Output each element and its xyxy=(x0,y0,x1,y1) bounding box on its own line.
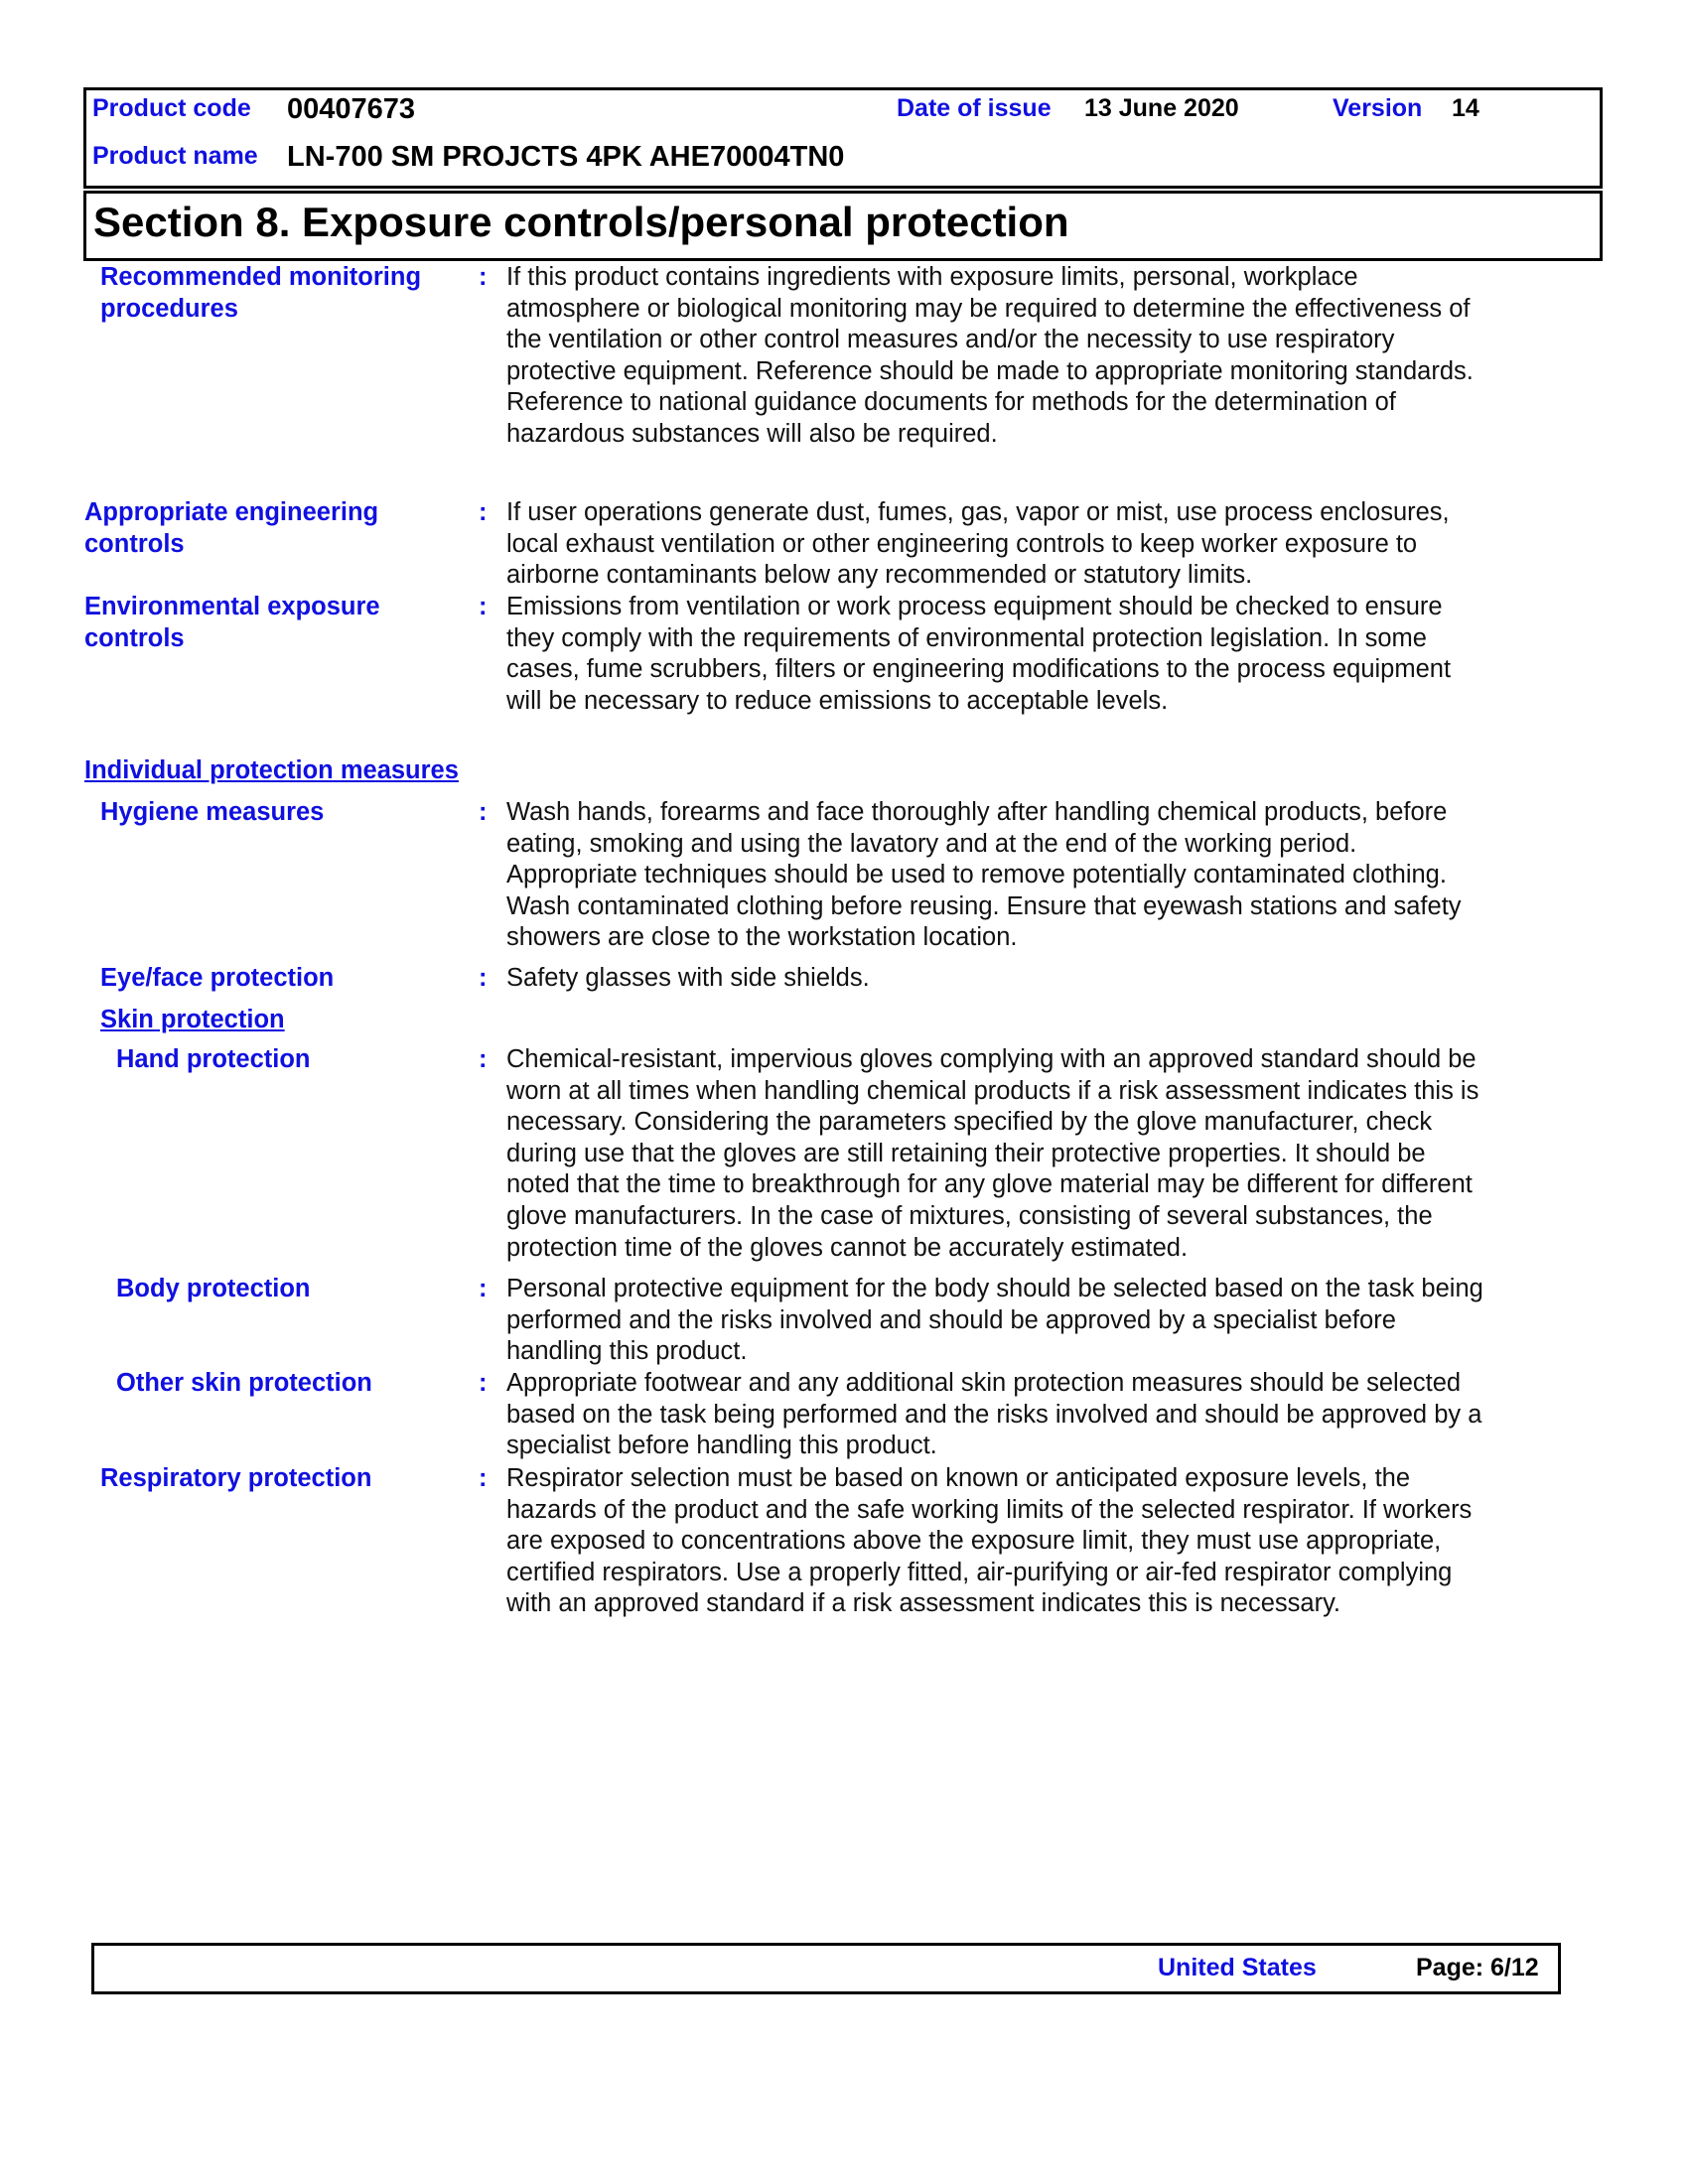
colon-separator: : xyxy=(479,798,488,826)
label-line: Skin protection xyxy=(100,1006,285,1033)
engineering-controls-value xyxy=(506,497,1450,592)
other-skin-protection-label xyxy=(116,1368,372,1400)
hand-protection-value xyxy=(506,1044,1478,1264)
value-line: are exposed to concentrations above the exposure limit, they must use appropriate, xyxy=(506,1527,1442,1556)
eye-face-protection-label xyxy=(100,963,334,995)
recommended-monitoring-value xyxy=(506,262,1474,451)
product-name-value: LN-700 SM PROJCTS 4PK AHE70004TN0 xyxy=(287,141,845,173)
value-line: necessary. Considering the parameters specified by the glove manufacturer, check xyxy=(506,1108,1433,1137)
value-line: If this product contains ingredients with exposure limits, personal, workplace xyxy=(506,263,1358,291)
footer-country: United States xyxy=(1158,1954,1317,1981)
environmental-exposure-value xyxy=(506,592,1451,717)
skin-protection-label xyxy=(100,1005,285,1036)
value-line: they comply with the requirements of environmental protection legislation. In some xyxy=(506,623,1427,652)
other-skin-protection-value xyxy=(506,1368,1481,1462)
label-line: Hand protection xyxy=(116,1045,311,1073)
value-line: protection time of the gloves cannot be accurately estimated. xyxy=(506,1233,1189,1262)
section-title: Section 8. Exposure controls/personal protection xyxy=(93,199,1069,245)
value-line: eating, smoking and using the lavatory and at the end of the working period. xyxy=(506,829,1357,858)
label-line: Other skin protection xyxy=(116,1369,372,1397)
version-label: Version xyxy=(1333,94,1423,122)
value-line: Wash contaminated clothing before reusing. Ensure that eyewash stations and safety xyxy=(506,891,1462,920)
value-line: Respirator selection must be based on known or anticipated exposure levels, the xyxy=(506,1464,1411,1492)
value-line: glove manufacturers. In the case of mixtures, consisting of several substances, the xyxy=(506,1201,1433,1230)
colon-separator: : xyxy=(479,1369,488,1397)
hygiene-measures-value xyxy=(506,797,1462,954)
value-line: specialist before handling this product. xyxy=(506,1432,937,1460)
value-line: showers are close to the workstation location. xyxy=(506,923,1018,952)
label-line: Respiratory protection xyxy=(100,1464,372,1492)
footer-page-number: Page: 6/12 xyxy=(1416,1954,1539,1981)
colon-separator: : xyxy=(479,964,488,992)
value-line: performed and the risks involved and should be approved by a specialist before xyxy=(506,1305,1396,1334)
value-line: local exhaust ventilation or other engineering controls to keep worker exposure to xyxy=(506,529,1418,558)
value-line: cases, fume scrubbers, filters or engineering modifications to the process equipment xyxy=(506,655,1452,684)
label-line: Body protection xyxy=(116,1275,311,1302)
colon-separator: : xyxy=(479,1275,488,1302)
value-line: Personal protective equipment for the body should be selected based on the task being xyxy=(506,1275,1483,1302)
respiratory-protection-label xyxy=(100,1463,371,1495)
engineering-controls-label xyxy=(84,497,378,560)
date-of-issue-value: 13 June 2020 xyxy=(1084,94,1239,122)
value-line: the ventilation or other control measures and/or the necessity to use respiratory xyxy=(506,326,1395,354)
value-line: worn at all times when handling chemical products if a risk assessment indicates this is xyxy=(506,1076,1479,1105)
colon-separator: : xyxy=(479,263,488,291)
respiratory-protection-value xyxy=(506,1463,1472,1620)
value-line: Emissions from ventilation or work process equipment should be checked to ensure xyxy=(506,593,1443,620)
colon-separator: : xyxy=(479,593,488,620)
label-line: Environmental exposure xyxy=(84,593,380,620)
date-of-issue-label: Date of issue xyxy=(897,94,1052,122)
value-line: Safety glasses with side shields. xyxy=(506,964,870,992)
label-line: Appropriate engineering xyxy=(84,498,379,526)
value-line: protective equipment. Reference should be made to appropriate monitoring standards. xyxy=(506,356,1474,385)
value-line: hazards of the product and the safe working limits of the selected respirator. If workers xyxy=(506,1495,1473,1524)
label-line: procedures xyxy=(100,294,238,323)
value-line: with an approved standard if a risk assessment indicates this is necessary. xyxy=(506,1589,1341,1618)
label-line: Eye/face protection xyxy=(100,964,335,992)
value-line: handling this product. xyxy=(506,1337,748,1366)
value-line: certified respirators. Use a properly fitted, air-purifying or air-fed respirator complying xyxy=(506,1558,1453,1586)
label-line: Hygiene measures xyxy=(100,798,325,826)
value-line: airborne contaminants below any recommended or statutory limits. xyxy=(506,561,1253,590)
label-line: controls xyxy=(84,529,185,558)
hand-protection-label xyxy=(116,1044,311,1076)
version-value: 14 xyxy=(1452,94,1479,122)
colon-separator: : xyxy=(479,1045,488,1073)
product-code-label: Product code xyxy=(92,94,251,122)
value-line: will be necessary to reduce emissions to acceptable levels. xyxy=(506,686,1169,715)
colon-separator: : xyxy=(479,498,488,526)
footer-box xyxy=(91,1943,1561,1994)
product-code-value: 00407673 xyxy=(287,93,416,125)
value-line: during use that the gloves are still retaining their protective properties. It should be xyxy=(506,1139,1426,1167)
value-line: If user operations generate dust, fumes, gas, vapor or mist, use process enclosures, xyxy=(506,498,1450,526)
recommended-monitoring-label xyxy=(100,262,421,325)
individual-protection-label xyxy=(84,755,459,787)
value-line: based on the task being performed and the risks involved and should be approved by a xyxy=(506,1400,1482,1429)
value-line: Chemical-resistant, impervious gloves complying with an approved standard should be xyxy=(506,1045,1477,1073)
eye-face-protection-value xyxy=(506,963,870,995)
body-protection-label xyxy=(116,1274,311,1305)
label-line: Recommended monitoring xyxy=(100,263,422,291)
value-line: Reference to national guidance documents for methods for the determination of xyxy=(506,388,1396,417)
label-line: Individual protection measures xyxy=(84,756,459,784)
product-name-label: Product name xyxy=(92,142,258,170)
hygiene-measures-label xyxy=(100,797,324,829)
value-line: atmosphere or biological monitoring may be required to determine the effectiveness of xyxy=(506,294,1471,323)
value-line: hazardous substances will also be required. xyxy=(506,419,998,448)
value-line: Appropriate footwear and any additional skin protection measures should be selected xyxy=(506,1369,1462,1397)
environmental-exposure-label xyxy=(84,592,380,654)
colon-separator: : xyxy=(479,1464,488,1492)
value-line: Wash hands, forearms and face thoroughly after handling chemical products, before xyxy=(506,798,1448,826)
value-line: Appropriate techniques should be used to remove potentially contaminated clothing. xyxy=(506,861,1447,889)
body-protection-value xyxy=(506,1274,1483,1368)
label-line: controls xyxy=(84,623,185,652)
value-line: noted that the time to breakthrough for any glove material may be different for different xyxy=(506,1170,1473,1199)
